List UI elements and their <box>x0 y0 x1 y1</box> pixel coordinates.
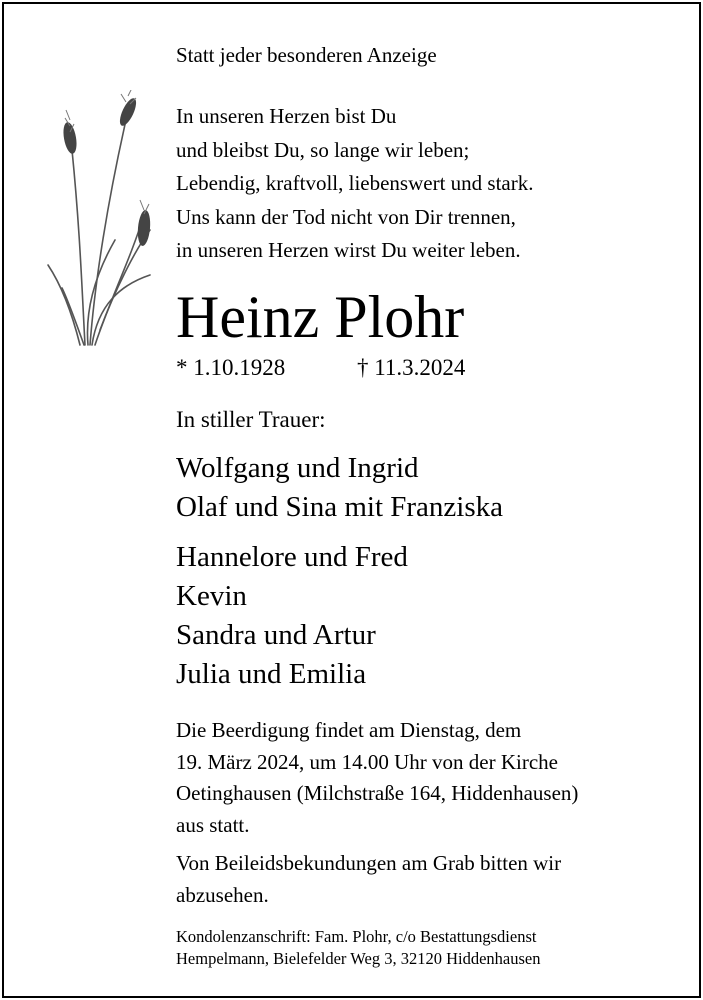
family-group-1 <box>176 449 503 527</box>
poem-line: und bleibst Du, so lange wir leben; <box>176 137 470 162</box>
condolence-address <box>176 926 540 970</box>
funeral-info <box>176 715 578 841</box>
deceased-name: Heinz Plohr <box>176 284 465 350</box>
address-line: Hempelmann, Bielefelder Weg 3, 32120 Hiddenhausen <box>176 949 541 968</box>
family-member: Kevin <box>176 580 247 612</box>
funeral-line: aus statt. <box>176 812 250 837</box>
funeral-line: 19. März 2024, um 14.00 Uhr von der Kirche <box>176 749 558 774</box>
condolence-note <box>176 848 561 911</box>
funeral-line: Die Beerdigung findet am Dienstag, dem <box>176 718 522 742</box>
poem-line: in unseren Herzen wirst Du weiter leben. <box>176 238 521 262</box>
family-group-2 <box>176 538 408 694</box>
family-member: Hannelore und Fred <box>176 541 408 573</box>
life-dates <box>176 355 466 381</box>
family-member: Wolfgang und Ingrid <box>176 452 419 484</box>
condolence-line: abzusehen. <box>176 882 269 907</box>
poem-line: In unseren Herzen bist Du <box>176 104 397 128</box>
family-member: Olaf und Sina mit Franziska <box>176 491 504 523</box>
death-date: † 11.3.2024 <box>357 355 466 380</box>
wheat-ears-icon <box>40 90 158 352</box>
family-member: Julia und Emilia <box>176 658 367 690</box>
mourning-label: In stiller Trauer: <box>176 407 326 432</box>
address-line: Kondolenzanschrift: Fam. Plohr, c/o Bestattungsdienst <box>176 927 537 946</box>
intro-line: Statt jeder besonderen Anzeige <box>176 43 437 67</box>
condolence-line: Von Beileidsbekundungen am Grab bitten wir <box>176 851 562 875</box>
family-member: Sandra und Artur <box>176 619 376 651</box>
funeral-line: Oetinghausen (Milchstraße 164, Hiddenhausen) <box>176 781 579 805</box>
birth-date: * 1.10.1928 <box>176 355 286 380</box>
poem-line: Lebendig, kraftvoll, liebenswert und stark. <box>176 171 534 195</box>
poem <box>176 100 533 268</box>
poem-line: Uns kann der Tod nicht von Dir trennen, <box>176 204 516 229</box>
